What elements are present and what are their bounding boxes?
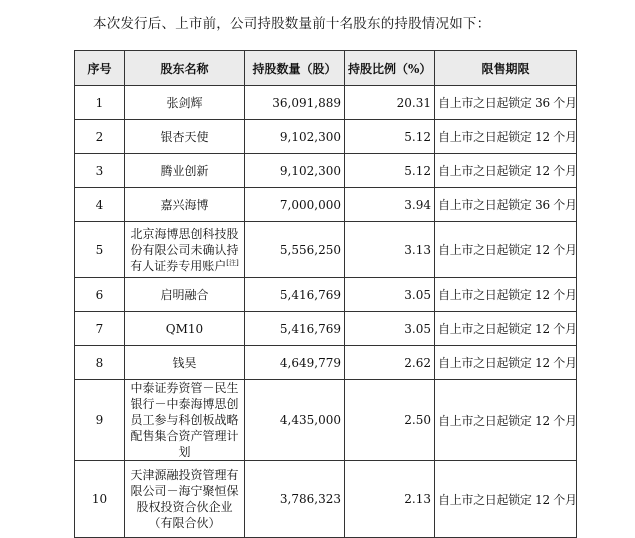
- shares-cell: 3,786,323: [245, 461, 345, 538]
- top-ten-shareholders-table: [74, 50, 577, 538]
- shareholder-name-cell: 嘉兴海博: [125, 188, 245, 222]
- rank-cell: 2: [75, 120, 125, 154]
- ratio-cell: 3.94: [345, 188, 435, 222]
- header-shareholder-name: 股东名称: [125, 51, 245, 86]
- table-row: [75, 312, 577, 346]
- header-ratio: 持股比例（%）: [345, 51, 435, 86]
- shareholder-name-cell: QM10: [125, 312, 245, 346]
- shareholder-name-cell: 启明融合: [125, 278, 245, 312]
- shareholder-name-cell: 张剑辉: [125, 86, 245, 120]
- shareholder-name-cell: 钱昊: [125, 346, 245, 380]
- rank-cell: 10: [75, 461, 125, 538]
- table-row: [75, 222, 577, 278]
- ratio-cell: 3.05: [345, 278, 435, 312]
- shares-cell: 7,000,000: [245, 188, 345, 222]
- table-row: [75, 154, 577, 188]
- table-row: [75, 86, 577, 120]
- table-row: [75, 346, 577, 380]
- ratio-cell: 20.31: [345, 86, 435, 120]
- table-row: [75, 380, 577, 461]
- header-rank: 序号: [75, 51, 125, 86]
- shareholder-name-text: 北京海博思创科技股份有限公司未确认持有人证券专用账户: [130, 226, 239, 273]
- table-row: [75, 461, 577, 538]
- ratio-cell: 2.62: [345, 346, 435, 380]
- table-row: [75, 120, 577, 154]
- rank-cell: 9: [75, 380, 125, 461]
- lock-period-cell: 自上市之日起锁定 36 个月: [435, 188, 577, 222]
- ratio-cell: 3.05: [345, 312, 435, 346]
- intro-paragraph: 本次发行后、上市前，公司持股数量前十名股东的持股情况如下：: [93, 16, 491, 32]
- shareholder-name-cell: 银杏天使: [125, 120, 245, 154]
- shares-cell: 5,556,250: [245, 222, 345, 278]
- lock-period-cell: 自上市之日起锁定 12 个月: [435, 120, 577, 154]
- shareholder-name-cell: 腾业创新: [125, 154, 245, 188]
- rank-cell: 1: [75, 86, 125, 120]
- lock-period-cell: 自上市之日起锁定 12 个月: [435, 222, 577, 278]
- shares-cell: 9,102,300: [245, 154, 345, 188]
- lock-period-cell: 自上市之日起锁定 12 个月: [435, 380, 577, 461]
- lock-period-cell: 自上市之日起锁定 12 个月: [435, 312, 577, 346]
- shares-cell: 4,435,000: [245, 380, 345, 461]
- shareholder-name-cell: [125, 222, 245, 278]
- table-row: [75, 188, 577, 222]
- lock-period-cell: 自上市之日起锁定 36 个月: [435, 86, 577, 120]
- header-lock-period: 限售期限: [435, 51, 577, 86]
- lock-period-cell: 自上市之日起锁定 12 个月: [435, 346, 577, 380]
- lock-period-cell: 自上市之日起锁定 12 个月: [435, 461, 577, 538]
- table-row: [75, 278, 577, 312]
- shareholder-name-cell: 天津源融投资管理有限公司－海宁聚恒保股权投资合伙企业（有限合伙）: [125, 461, 245, 538]
- shares-cell: 36,091,889: [245, 86, 345, 120]
- shareholder-name-cell: 中泰证券资管－民生银行－中泰海博思创员工参与科创板战略配售集合资产管理计划: [125, 380, 245, 461]
- header-shares: 持股数量（股）: [245, 51, 345, 86]
- lock-period-cell: 自上市之日起锁定 12 个月: [435, 154, 577, 188]
- rank-cell: 7: [75, 312, 125, 346]
- rank-cell: 5: [75, 222, 125, 278]
- ratio-cell: 3.13: [345, 222, 435, 278]
- ratio-cell: 5.12: [345, 154, 435, 188]
- lock-period-cell: 自上市之日起锁定 12 个月: [435, 278, 577, 312]
- rank-cell: 3: [75, 154, 125, 188]
- rank-cell: 8: [75, 346, 125, 380]
- table-header-row: [75, 51, 577, 86]
- shares-cell: 4,649,779: [245, 346, 345, 380]
- rank-cell: 4: [75, 188, 125, 222]
- ratio-cell: 2.13: [345, 461, 435, 538]
- ratio-cell: 5.12: [345, 120, 435, 154]
- shares-cell: 5,416,769: [245, 312, 345, 346]
- rank-cell: 6: [75, 278, 125, 312]
- shares-cell: 5,416,769: [245, 278, 345, 312]
- ratio-cell: 2.50: [345, 380, 435, 461]
- footnote-marker: [注]: [226, 258, 239, 267]
- shares-cell: 9,102,300: [245, 120, 345, 154]
